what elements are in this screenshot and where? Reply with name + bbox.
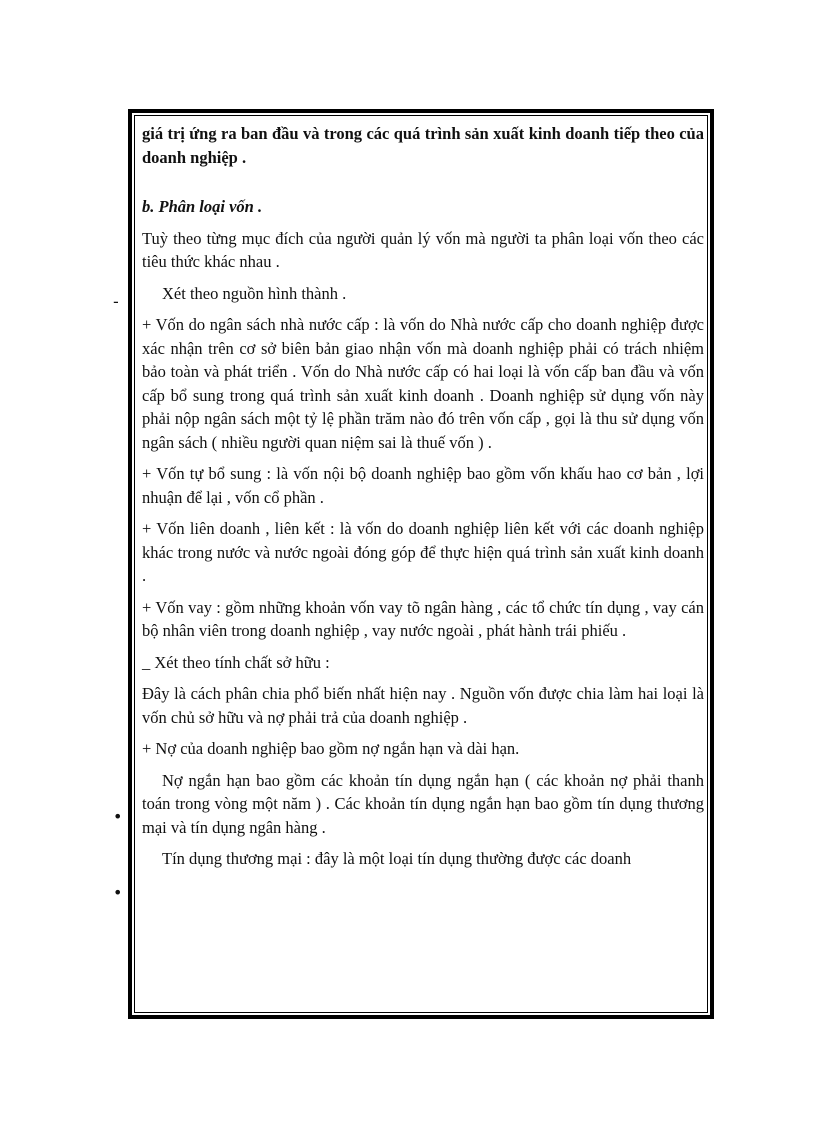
- paragraph: Tín dụng thương mại : đây là một loại tín dụng thường được các doanh: [162, 849, 632, 868]
- paragraph: Xét theo nguồn hình thành .: [162, 283, 347, 303]
- paragraph: + Nợ của doanh nghiệp bao gồm nợ ngắn hạn và dài hạn.: [142, 739, 520, 758]
- paragraph: + Vốn liên doanh , liên kết : là vốn do doanh nghiệp liên kết với các doanh nghiệp khác trong nước và nước ngoài đóng góp để thực hiện quá trình sản xuất kinh doanh .: [142, 519, 704, 585]
- document-body: [142, 122, 704, 879]
- paragraph: Nợ ngắn hạn bao gồm các khoản tín dụng ngắn hạn ( các khoản nợ phải thanh toán trong vòng một năm ) . Các khoản tín dụng ngắn hạn bao gồm tín dụng thương mại và tín dụng ngân hàng .: [142, 770, 704, 837]
- paragraph: Đây là cách phân chia phổ biến nhất hiện nay . Nguồn vốn được chia làm hai loại là vốn chủ sở hữu và nợ phải trả của doanh nghiệp .: [142, 684, 704, 727]
- list-marker-bullet: •: [113, 807, 123, 826]
- paragraph: Tuỳ theo từng mục đích của người quản lý vốn mà người ta phân loại vốn theo các tiêu thức khác nhau .: [142, 228, 704, 271]
- list-marker-dash: -: [113, 292, 119, 311]
- paragraph: giá trị ứng ra ban đầu và trong các quá trình sản xuất kinh doanh tiếp theo của doanh nghiệp .: [142, 124, 704, 167]
- section-heading: b. Phân loại vốn .: [142, 197, 263, 216]
- paragraph: + Vốn do ngân sách nhà nước cấp : là vốn do Nhà nước cấp cho doanh nghiệp được xác nhận trên cơ sở biên bản giao nhận vốn mà doanh nghiệp phải có trách nhiệm bảo toàn và phát triển . Vốn do Nhà nước cấp có hai loại là vốn cấp ban đầu và vốn cấp bổ sung trong quá trình sản xuất kinh doanh . Doanh nghiệp sử dụng vốn này phải nộp ngân sách một tỷ lệ phần trăm nào đó trên vốn cấp , gọi là thu sử dụng vốn ngân sách ( nhiều người quan niệm sai là thuế vốn ) .: [142, 315, 704, 452]
- paragraph: + Vốn tự bổ sung : là vốn nội bộ doanh nghiệp bao gồm vốn khấu hao cơ bản , lợi nhuận để lại , vốn cổ phần .: [142, 464, 704, 507]
- list-marker-bullet: •: [113, 883, 123, 902]
- paragraph: + Vốn vay : gồm những khoản vốn vay tõ ngân hàng , các tổ chức tín dụng , vay cán bộ nhân viên trong doanh nghiệp , vay nước ngoài , phát hành trái phiếu .: [142, 597, 704, 640]
- paragraph: _ Xét theo tính chất sở hữu :: [142, 652, 330, 672]
